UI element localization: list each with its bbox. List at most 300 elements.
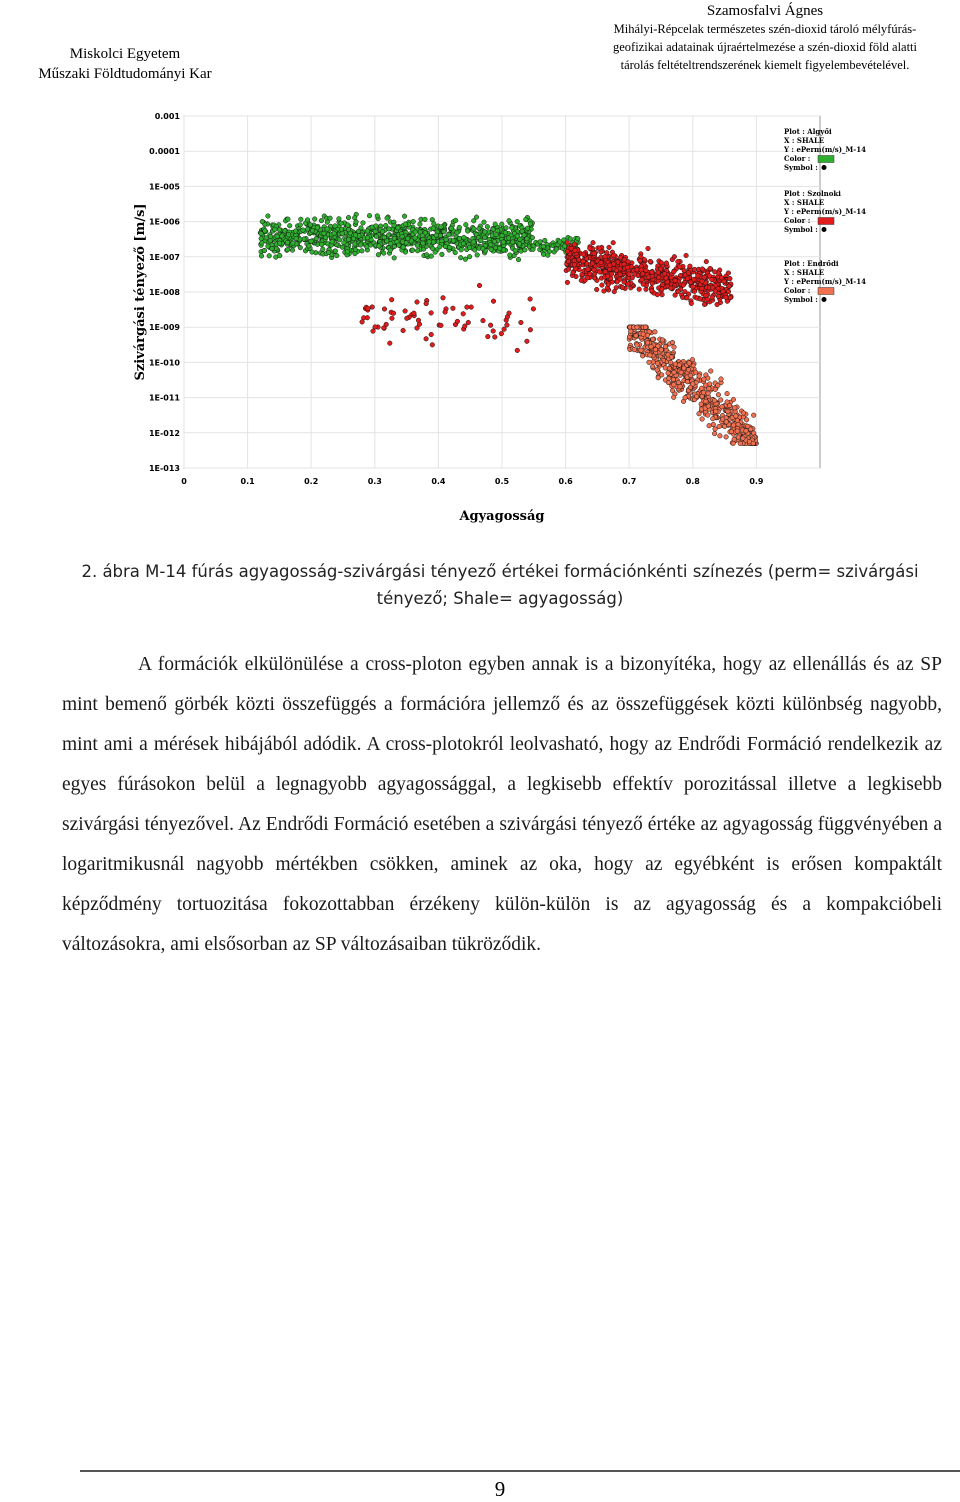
legend-text: X : SHALE bbox=[784, 268, 825, 277]
data-point bbox=[491, 227, 496, 232]
data-point bbox=[449, 226, 454, 231]
author-name: Szamosfalvi Ágnes bbox=[706, 3, 824, 19]
data-point bbox=[312, 217, 317, 222]
data-point bbox=[629, 329, 634, 334]
data-point bbox=[558, 240, 563, 245]
data-point bbox=[459, 248, 464, 253]
data-point bbox=[541, 252, 546, 257]
data-point bbox=[591, 240, 596, 245]
data-point bbox=[667, 376, 672, 381]
data-point bbox=[635, 325, 640, 330]
data-point bbox=[516, 257, 521, 262]
data-point bbox=[473, 248, 478, 253]
y-axis-label: Szivárgási tényező [m/s] bbox=[133, 203, 148, 381]
data-point bbox=[267, 254, 272, 259]
data-point bbox=[669, 275, 674, 280]
data-point bbox=[608, 263, 613, 268]
data-point bbox=[374, 224, 379, 229]
data-point bbox=[667, 366, 672, 371]
data-point bbox=[721, 289, 726, 294]
data-point bbox=[683, 289, 688, 294]
data-point bbox=[386, 233, 391, 238]
data-point bbox=[328, 216, 333, 221]
y-tick-label: 0.0001 bbox=[149, 147, 180, 157]
data-point bbox=[662, 272, 667, 277]
data-point bbox=[701, 390, 706, 395]
university-name: Miskolci Egyetem bbox=[69, 46, 181, 62]
data-point bbox=[671, 395, 676, 400]
data-point bbox=[590, 261, 595, 266]
y-tick-label: 1E-006 bbox=[148, 217, 180, 227]
data-point bbox=[310, 228, 315, 233]
legend-symbol bbox=[822, 227, 827, 232]
data-point bbox=[415, 243, 420, 248]
data-point bbox=[388, 341, 393, 346]
data-point bbox=[672, 254, 677, 259]
data-point bbox=[649, 344, 654, 349]
legend-color-swatch bbox=[818, 288, 834, 295]
legend-text: X : SHALE bbox=[784, 198, 825, 207]
data-point bbox=[382, 235, 387, 240]
data-point bbox=[429, 254, 434, 259]
data-point bbox=[626, 282, 631, 287]
data-point bbox=[712, 270, 717, 275]
data-point bbox=[655, 361, 660, 366]
data-point bbox=[702, 275, 707, 280]
data-point bbox=[592, 251, 597, 256]
data-point bbox=[409, 239, 414, 244]
data-point bbox=[672, 269, 677, 274]
x-tick-label: 0.6 bbox=[558, 477, 573, 486]
data-point bbox=[489, 247, 494, 252]
data-point bbox=[735, 418, 740, 423]
data-point bbox=[744, 429, 749, 434]
data-point bbox=[684, 253, 689, 258]
data-point bbox=[641, 282, 646, 287]
data-point bbox=[724, 420, 729, 425]
data-point bbox=[443, 244, 448, 249]
data-point bbox=[337, 217, 342, 222]
data-point bbox=[707, 423, 712, 428]
data-point bbox=[401, 245, 406, 250]
data-point bbox=[491, 329, 496, 334]
legend-text: Color : bbox=[784, 154, 811, 163]
data-point bbox=[264, 236, 269, 241]
data-point bbox=[685, 296, 690, 301]
data-point bbox=[641, 272, 646, 277]
data-point bbox=[441, 296, 446, 301]
data-point bbox=[377, 244, 382, 249]
y-tick-label: 1E-009 bbox=[148, 323, 180, 333]
data-point bbox=[330, 239, 335, 244]
data-point bbox=[696, 274, 701, 279]
data-point bbox=[403, 222, 408, 227]
y-tick-label: 1E-013 bbox=[148, 464, 180, 473]
y-tick-label: 0.001 bbox=[154, 112, 180, 121]
data-point bbox=[606, 282, 611, 287]
data-point bbox=[439, 225, 444, 230]
data-point bbox=[290, 248, 295, 253]
data-point bbox=[346, 227, 351, 232]
data-point bbox=[410, 248, 415, 253]
data-point bbox=[700, 417, 705, 422]
data-point bbox=[523, 248, 528, 253]
data-point bbox=[417, 322, 422, 327]
data-point bbox=[677, 265, 682, 270]
data-point bbox=[716, 294, 721, 299]
x-tick-label: 0.9 bbox=[749, 477, 764, 486]
data-point bbox=[315, 226, 320, 231]
data-point bbox=[342, 240, 347, 245]
data-point bbox=[345, 250, 350, 255]
data-point bbox=[415, 248, 420, 253]
data-point bbox=[722, 424, 727, 429]
data-point bbox=[482, 220, 487, 225]
data-point bbox=[457, 225, 462, 230]
data-point bbox=[429, 311, 434, 316]
data-point bbox=[731, 423, 736, 428]
data-point bbox=[353, 233, 358, 238]
data-point bbox=[493, 335, 498, 340]
data-point bbox=[671, 377, 676, 382]
data-point bbox=[285, 247, 290, 252]
legend-color-swatch bbox=[818, 218, 834, 225]
data-point bbox=[376, 252, 381, 257]
data-point bbox=[483, 235, 488, 240]
data-point bbox=[538, 240, 543, 245]
data-point bbox=[415, 300, 420, 305]
data-point bbox=[494, 232, 499, 237]
data-point bbox=[479, 238, 484, 243]
data-point bbox=[592, 268, 597, 273]
data-point bbox=[748, 427, 753, 432]
data-point bbox=[660, 282, 665, 287]
data-point bbox=[411, 219, 416, 224]
data-point bbox=[467, 254, 472, 259]
data-point bbox=[260, 241, 265, 246]
data-point bbox=[727, 284, 732, 289]
data-point bbox=[728, 295, 733, 300]
data-point bbox=[541, 244, 546, 249]
data-point bbox=[646, 246, 651, 251]
legend-symbol bbox=[822, 297, 827, 302]
body-paragraph: A formációk elkülönülése a cross-ploton egyben annak is a bizonyítéka, hogy az ellenállás és az SP mint bemenő görbék közti összefüggés a formációra jellemző és az összefüggések közti különbség nagyobb, mint ami a mérések hibájából adódik. A cross-plotokról leolvasható, hogy az Endrődi Formáció rendelkezik az egyes fúrásokon belül a legnagyobb agyagossággal, a legkisebb effektív porozitással illetve a legkisebb szivárgási tényezővel. Az Endrődi Formáció esetében a szivárgási tényező értéke az agyagosság függvényében a logaritmikusnál nagyobb mértékben csökken, aminek az oka, hogy az egyébként is erősen kompaktált képződmény tortuozitása fokozottabban érzékeny külön-külön is az agyagosság és a kompakcióbeli változásokra, ami elsősorban az SP változásaiban tükröződik. bbox=[62, 654, 942, 955]
data-point bbox=[598, 270, 603, 275]
data-point bbox=[694, 394, 699, 399]
legend-text: Symbol : bbox=[784, 163, 818, 172]
data-point bbox=[472, 227, 477, 232]
data-point bbox=[353, 251, 358, 256]
data-point bbox=[669, 286, 674, 291]
data-point bbox=[319, 218, 324, 223]
data-point bbox=[287, 223, 292, 228]
data-point bbox=[453, 218, 458, 223]
data-point bbox=[497, 246, 502, 251]
data-point bbox=[259, 254, 264, 259]
data-point bbox=[293, 229, 298, 234]
data-point bbox=[325, 227, 330, 232]
data-point bbox=[465, 229, 470, 234]
data-point bbox=[525, 339, 530, 344]
data-point bbox=[421, 241, 426, 246]
data-point bbox=[424, 301, 429, 306]
data-point bbox=[469, 305, 474, 310]
data-point bbox=[597, 246, 602, 251]
data-point bbox=[260, 219, 265, 224]
data-point bbox=[352, 216, 357, 221]
legend-symbol bbox=[822, 165, 827, 170]
data-point bbox=[430, 246, 435, 251]
data-point bbox=[346, 237, 351, 242]
data-point bbox=[724, 435, 729, 440]
data-point bbox=[637, 287, 642, 292]
legend-text: Y : ePerm(m/s)_M-14 bbox=[784, 277, 866, 286]
data-point bbox=[714, 409, 719, 414]
data-point bbox=[653, 347, 658, 352]
data-point bbox=[319, 242, 324, 247]
data-point bbox=[461, 312, 466, 317]
data-point bbox=[434, 233, 439, 238]
data-point bbox=[367, 213, 372, 218]
data-point bbox=[663, 344, 668, 349]
data-point bbox=[262, 248, 267, 253]
data-point bbox=[402, 214, 407, 219]
data-point bbox=[507, 218, 512, 223]
data-point bbox=[430, 217, 435, 222]
data-point bbox=[612, 289, 617, 294]
data-point bbox=[322, 231, 327, 236]
data-point bbox=[612, 253, 617, 258]
data-point bbox=[519, 320, 524, 325]
page-number: 9 bbox=[494, 1477, 506, 1501]
data-point bbox=[346, 215, 351, 220]
data-point bbox=[726, 271, 731, 276]
data-point bbox=[686, 271, 691, 276]
data-point bbox=[680, 295, 685, 300]
data-point bbox=[663, 366, 668, 371]
data-point bbox=[738, 441, 743, 446]
header-left bbox=[0, 44, 250, 84]
data-point bbox=[731, 441, 736, 446]
data-point bbox=[588, 272, 593, 277]
data-point bbox=[499, 331, 504, 336]
data-point bbox=[447, 245, 452, 250]
data-point bbox=[688, 264, 693, 269]
legend-entry bbox=[783, 259, 866, 304]
data-point bbox=[493, 222, 498, 227]
data-point bbox=[382, 326, 387, 331]
data-point bbox=[720, 405, 725, 410]
data-point bbox=[735, 429, 740, 434]
data-point bbox=[418, 222, 423, 227]
data-point bbox=[508, 253, 513, 258]
data-point bbox=[698, 297, 703, 302]
x-tick-label: 0.5 bbox=[494, 477, 510, 486]
data-point bbox=[659, 348, 664, 353]
data-point bbox=[635, 267, 640, 272]
data-point bbox=[678, 273, 683, 278]
data-point bbox=[607, 245, 612, 250]
y-tick-label: 1E-008 bbox=[148, 288, 180, 297]
data-point bbox=[565, 240, 570, 245]
data-point bbox=[506, 236, 511, 241]
data-point bbox=[463, 324, 468, 329]
data-point bbox=[457, 236, 462, 241]
data-point bbox=[480, 246, 485, 251]
data-point bbox=[365, 229, 370, 234]
data-point bbox=[442, 230, 447, 235]
data-point bbox=[640, 354, 645, 359]
data-point bbox=[471, 240, 476, 245]
data-point bbox=[286, 233, 291, 238]
data-point bbox=[485, 224, 490, 229]
data-point bbox=[706, 413, 711, 418]
data-point bbox=[365, 235, 370, 240]
data-point bbox=[401, 328, 406, 333]
data-point bbox=[648, 259, 653, 264]
legend-text: Symbol : bbox=[784, 295, 818, 304]
data-point bbox=[682, 268, 687, 273]
data-point bbox=[451, 239, 456, 244]
data-point bbox=[683, 395, 688, 400]
data-point bbox=[650, 289, 655, 294]
data-point bbox=[510, 240, 515, 245]
data-point bbox=[691, 382, 696, 387]
legend-color-swatch bbox=[818, 156, 834, 163]
data-point bbox=[660, 287, 665, 292]
faculty-name: Műszaki Földtudományi Kar bbox=[38, 66, 212, 82]
data-point bbox=[424, 253, 429, 258]
data-point bbox=[727, 403, 732, 408]
data-point bbox=[390, 316, 395, 321]
data-point bbox=[546, 253, 551, 258]
data-point bbox=[431, 226, 436, 231]
data-point bbox=[502, 327, 507, 332]
data-point bbox=[427, 240, 432, 245]
data-point bbox=[678, 384, 683, 389]
data-point bbox=[305, 218, 310, 223]
data-point bbox=[692, 277, 697, 282]
data-point bbox=[710, 295, 715, 300]
legend-text: Plot : Szolnoki bbox=[784, 189, 841, 198]
data-point bbox=[366, 306, 371, 311]
data-point bbox=[660, 338, 665, 343]
data-point bbox=[458, 255, 463, 260]
data-point bbox=[653, 330, 658, 335]
data-point bbox=[294, 236, 299, 241]
x-tick-label: 0.2 bbox=[304, 477, 319, 486]
data-point bbox=[301, 228, 306, 233]
data-point bbox=[632, 272, 637, 277]
data-point bbox=[664, 261, 669, 266]
legend-text: Color : bbox=[784, 286, 811, 295]
data-point bbox=[719, 276, 724, 281]
data-point bbox=[716, 392, 721, 397]
data-point bbox=[370, 305, 375, 310]
data-point bbox=[651, 337, 656, 342]
data-point bbox=[581, 259, 586, 264]
data-point bbox=[711, 422, 716, 427]
data-point bbox=[387, 227, 392, 232]
figure-chart bbox=[120, 100, 880, 540]
data-point bbox=[277, 228, 282, 233]
data-point bbox=[687, 361, 692, 366]
data-point bbox=[581, 252, 586, 257]
data-point bbox=[708, 369, 713, 374]
data-point bbox=[391, 311, 396, 316]
data-point bbox=[400, 240, 405, 245]
data-point bbox=[259, 236, 264, 241]
data-point bbox=[486, 334, 491, 339]
data-point bbox=[620, 285, 625, 290]
data-point bbox=[515, 348, 520, 353]
y-tick-label: 1E-011 bbox=[148, 393, 180, 403]
data-point bbox=[259, 231, 264, 236]
data-point bbox=[462, 235, 467, 240]
data-point bbox=[325, 220, 330, 225]
data-point bbox=[461, 241, 466, 246]
data-point bbox=[447, 232, 452, 237]
data-point bbox=[332, 231, 337, 236]
data-point bbox=[641, 332, 646, 337]
data-point bbox=[277, 241, 282, 246]
data-point bbox=[453, 250, 458, 255]
data-point bbox=[308, 223, 313, 228]
data-point bbox=[688, 373, 693, 378]
data-point bbox=[388, 248, 393, 253]
data-point bbox=[626, 259, 631, 264]
data-point bbox=[650, 270, 655, 275]
data-point bbox=[374, 234, 379, 239]
data-point bbox=[273, 227, 278, 232]
data-point bbox=[650, 364, 655, 369]
data-point bbox=[382, 307, 387, 312]
data-point bbox=[600, 283, 605, 288]
data-point bbox=[326, 250, 331, 255]
data-point bbox=[373, 325, 378, 330]
data-point bbox=[645, 341, 650, 346]
data-point bbox=[611, 240, 616, 245]
data-point bbox=[700, 267, 705, 272]
data-point bbox=[443, 310, 448, 315]
data-point bbox=[358, 243, 363, 248]
data-point bbox=[686, 368, 691, 373]
data-point bbox=[423, 217, 428, 222]
data-point bbox=[717, 424, 722, 429]
data-point bbox=[299, 217, 304, 222]
data-point bbox=[670, 340, 675, 345]
data-point bbox=[463, 257, 468, 262]
data-point bbox=[588, 246, 593, 251]
data-point bbox=[392, 256, 397, 261]
data-point bbox=[710, 277, 715, 282]
data-point bbox=[339, 221, 344, 226]
data-point bbox=[669, 355, 674, 360]
data-point bbox=[388, 242, 393, 247]
data-point bbox=[697, 374, 702, 379]
data-point bbox=[439, 323, 444, 328]
data-point bbox=[706, 391, 711, 396]
data-point bbox=[625, 265, 630, 270]
data-point bbox=[716, 383, 721, 388]
data-point bbox=[713, 387, 718, 392]
data-point bbox=[525, 226, 530, 231]
data-point bbox=[712, 398, 717, 403]
data-point bbox=[643, 325, 648, 330]
data-point bbox=[285, 240, 290, 245]
data-point bbox=[672, 382, 677, 387]
data-point bbox=[371, 329, 376, 334]
